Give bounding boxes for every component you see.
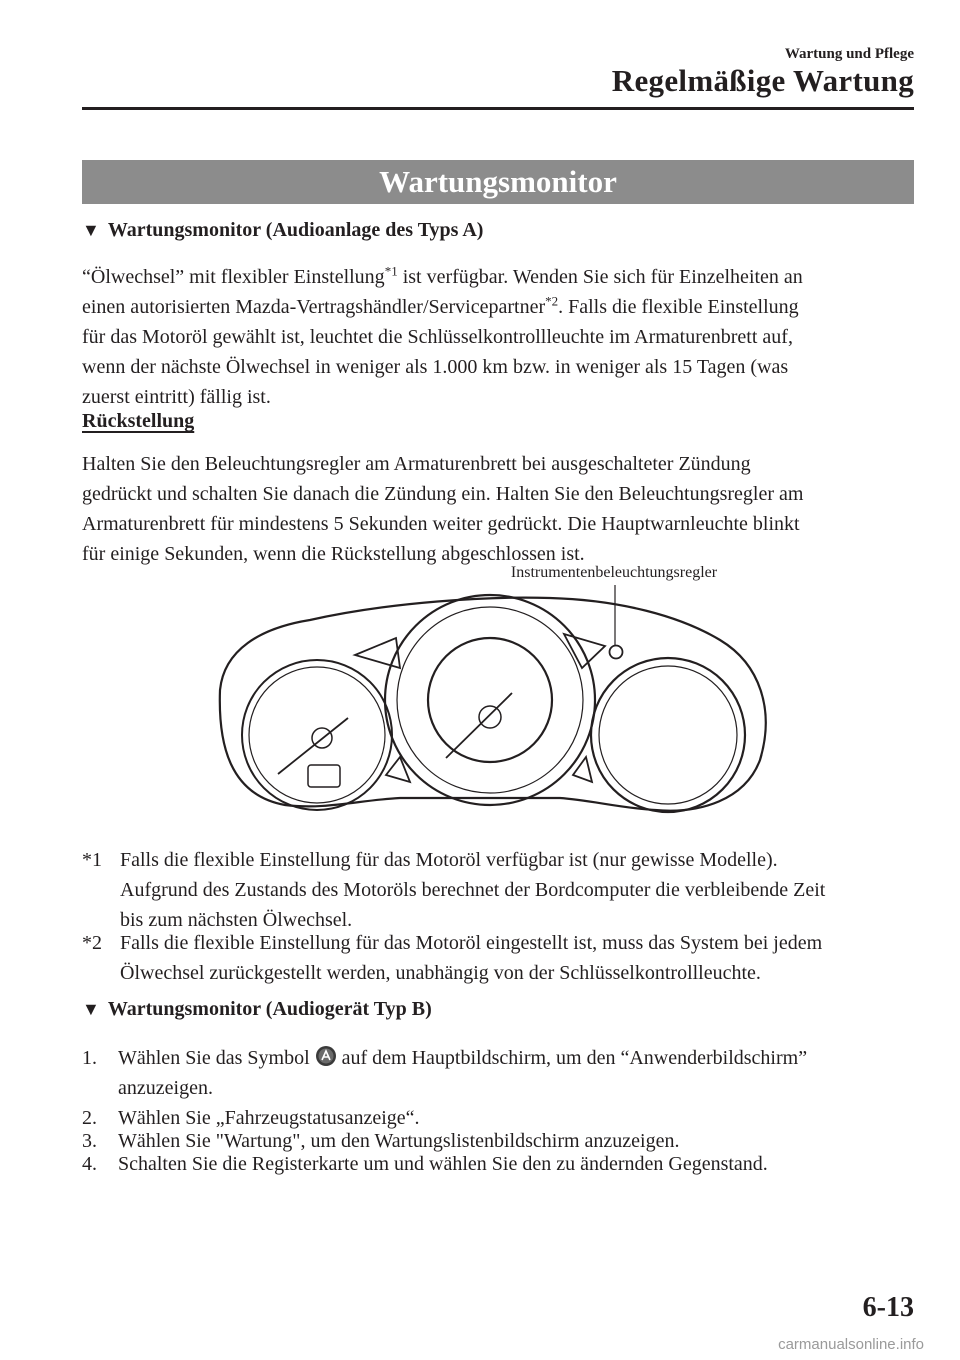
turn-indicator-left <box>355 638 400 668</box>
footnote-mark: *1 <box>82 849 102 871</box>
footnote-line: Falls die flexible Einstellung für das Motoröl verfügbar ist (nur gewisse Modelle). <box>120 849 778 871</box>
reset-line: für einige Sekunden, wenn die Rückstellung abgeschlossen ist. <box>82 543 585 565</box>
intro-text: einen autorisierten Mazda-Vertragshändler/Servicepartner <box>82 296 546 318</box>
footnote-line: Aufgrund des Zustands des Motoröls berechnet der Bordcomputer die verbleibende Zeit <box>120 879 826 901</box>
subheading-a <box>82 219 483 242</box>
step-text-part: auf dem Hauptbildschirm, um den “Anwenderbildschirm” <box>336 1047 808 1069</box>
step-4 <box>82 1149 922 1179</box>
header-rule <box>82 107 914 110</box>
page-number: 6-13 <box>862 1292 914 1323</box>
step-number: 2. <box>82 1107 97 1129</box>
intro-paragraph <box>82 262 922 412</box>
step-number: 3. <box>82 1130 97 1152</box>
subheading-b <box>82 998 432 1021</box>
tachometer-gauge <box>242 660 392 810</box>
running-header-title: Regelmäßige Wartung <box>611 63 914 98</box>
reset-line: Halten Sie den Beleuchtungsregler am Armaturenbrett bei ausgeschalteter Zündung <box>82 453 751 475</box>
section-banner: Wartungsmonitor <box>82 160 914 204</box>
lower-indicator-left <box>386 757 410 782</box>
reset-paragraph <box>82 449 922 569</box>
intro-text: . Falls die flexible Einstellung <box>558 296 799 318</box>
footnote-text <box>120 928 920 988</box>
intro-line: wenn der nächste Ölwechsel in weniger als 1.000 km bzw. in weniger als 15 Tagen (was <box>82 356 789 378</box>
step-number: 4. <box>82 1153 97 1175</box>
footnote-2 <box>82 928 922 988</box>
intro-text: ist verfügbar. Wenden Sie sich für Einzelheiten an <box>397 266 803 288</box>
reset-line: Armaturenbrett für mindestens 5 Sekunden weiter gedrückt. Die Hauptwarnleuchte blinkt <box>82 513 800 535</box>
diagram-callout-label: Instrumentenbeleuchtungsregler <box>510 564 718 581</box>
triangle-bullet-icon: ▼ <box>82 220 100 240</box>
subheading-a-text: Wartungsmonitor (Audioanlage des Typs A) <box>107 219 484 241</box>
instrument-cluster-diagram <box>200 560 780 835</box>
footnote-1 <box>82 845 922 935</box>
step-text <box>118 1043 918 1103</box>
step-text: Wählen Sie „Fahrzeugstatusanzeige“. <box>118 1107 420 1129</box>
footnote-line: Ölwechsel zurückgestellt werden, unabhängig von der Schlüsselkontrollleuchte. <box>120 962 761 984</box>
footnote-mark: *2 <box>82 932 102 954</box>
step-1 <box>82 1043 922 1103</box>
subheading-b-text: Wartungsmonitor (Audiogerät Typ B) <box>107 998 432 1020</box>
watermark: carmanualsonline.info <box>778 1336 924 1353</box>
running-header-section: Wartung und Pflege <box>784 46 914 62</box>
applications-icon <box>315 1045 337 1067</box>
triangle-bullet-icon: ▼ <box>82 999 100 1019</box>
footnote-text <box>120 845 920 935</box>
reset-line: gedrückt und schalten Sie danach die Zündung ein. Halten Sie den Beleuchtungsregler am <box>82 483 804 505</box>
right-display-gauge <box>591 658 745 812</box>
step-number: 1. <box>82 1047 97 1069</box>
intro-line: für das Motoröl gewählt ist, leuchtet die Schlüsselkontrollleuchte im Armaturenbrett auf, <box>82 326 793 348</box>
speedometer-gauge <box>385 595 595 805</box>
intro-line <box>82 262 922 292</box>
reset-heading: Rückstellung <box>82 410 195 432</box>
intro-line <box>82 292 922 322</box>
footnote-ref: *2 <box>545 293 559 309</box>
footnote-ref: *1 <box>384 263 398 279</box>
step-line <box>118 1043 918 1073</box>
intro-text: “Ölwechsel” mit flexibler Einstellung <box>82 266 385 288</box>
step-text: Schalten Sie die Registerkarte um und wählen Sie den zu ändernden Gegenstand. <box>118 1153 768 1175</box>
intro-line: zuerst eintritt) fällig ist. <box>82 386 271 408</box>
turn-indicator-right <box>564 634 605 668</box>
cluster-housing <box>220 598 766 811</box>
step-text: Wählen Sie "Wartung", um den Wartungslistenbildschirm anzuzeigen. <box>118 1130 680 1152</box>
footnote-line: bis zum nächsten Ölwechsel. <box>120 909 353 931</box>
footnote-line: Falls die flexible Einstellung für das Motoröl eingestellt ist, muss das System bei jedem <box>120 932 823 954</box>
step-line: anzuzeigen. <box>118 1077 213 1099</box>
step-text-part: Wählen Sie das Symbol <box>118 1047 315 1069</box>
instrument-dimmer-knob[interactable] <box>610 646 623 659</box>
